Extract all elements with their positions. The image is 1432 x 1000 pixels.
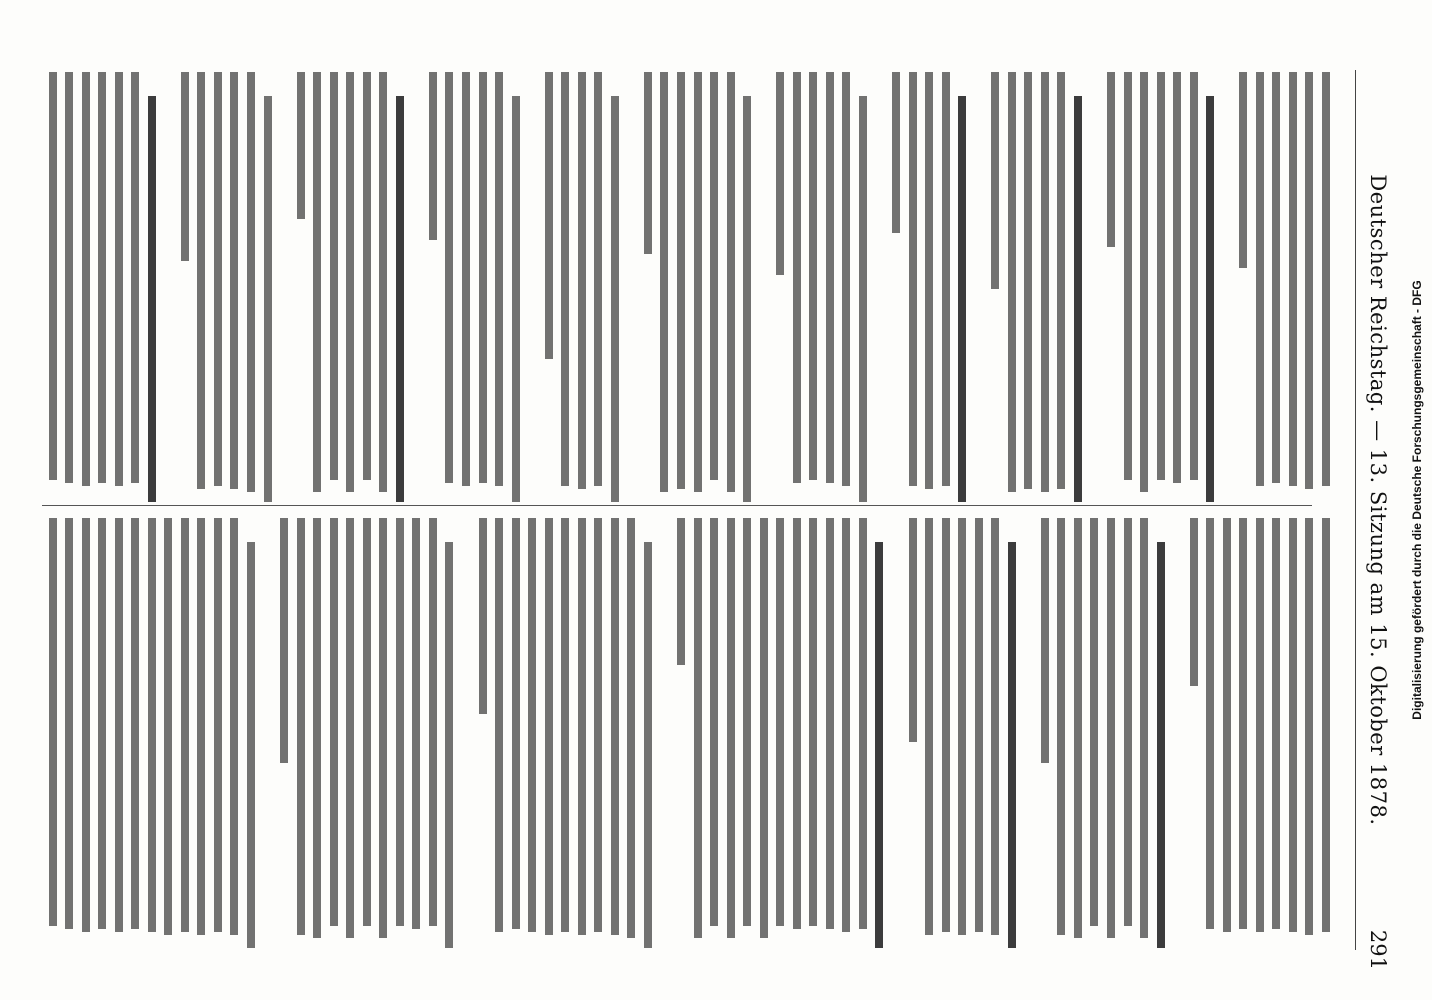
text-line [65,518,73,929]
text-line [148,518,156,932]
text-line [991,72,999,289]
text-line [1173,72,1181,483]
text-line [115,72,123,486]
text-line [1239,518,1247,929]
text-line [330,72,338,480]
text-line [677,518,685,665]
text-line [1090,518,1098,926]
text-line [479,72,487,483]
text-line [115,518,123,932]
text-line [942,72,950,486]
text-line [594,72,602,486]
text-line [512,518,520,929]
text-line [1157,72,1165,480]
text-line [346,72,354,492]
header-rule [1355,70,1356,950]
text-line [247,542,255,948]
text-line [131,518,139,929]
text-line [1057,72,1065,489]
text-line [561,518,569,932]
text-line [181,518,189,932]
text-line [793,72,801,483]
text-line [611,96,619,502]
text-line [1322,72,1330,486]
text-line [743,96,751,502]
text-line [445,542,453,948]
text-line [1206,518,1214,929]
text-line [545,518,553,935]
text-line [644,542,652,948]
text-line [214,72,222,486]
text-line [1008,542,1016,948]
text-line [445,72,453,483]
text-line [1041,518,1049,763]
text-line [1223,518,1231,932]
column-divider [42,505,1312,506]
text-line [181,72,189,261]
text-line [826,72,834,483]
text-line [98,72,106,483]
text-line [925,72,933,489]
text-line [660,72,668,492]
page-number: 291 [1366,929,1390,970]
text-line [1256,72,1264,486]
text-line [1206,96,1214,502]
text-line [264,96,272,502]
text-line [330,518,338,926]
digitization-note [1402,60,1432,940]
text-line [694,518,702,938]
text-line [594,518,602,932]
text-line [1074,96,1082,502]
text-line [859,96,867,502]
text-line [379,518,387,938]
text-line [230,518,238,935]
text-line [1140,72,1148,492]
text-line [1024,72,1032,489]
text-line [627,518,635,938]
text-line [1305,72,1313,489]
text-line [809,72,817,480]
text-line [991,518,999,935]
running-header [1358,70,1390,970]
text-line [1305,518,1313,935]
text-line [363,72,371,480]
text-line [578,518,586,935]
text-line [958,518,966,935]
text-line [1107,72,1115,247]
text-line [98,518,106,929]
header-title: Deutscher Reichstag. — 13. Sitzung am 15. Oktober 1878. [1366,174,1390,826]
text-line [49,518,57,926]
text-line [131,72,139,483]
text-line [247,72,255,492]
text-line [528,518,536,932]
text-line [297,518,305,935]
text-line [462,72,470,486]
text-line [743,518,751,926]
text-line [313,518,321,938]
text-line [760,518,768,938]
text-column-right [36,518,1336,956]
text-line [1140,518,1148,938]
text-line [1157,542,1165,948]
text-line [859,518,867,929]
text-line [1057,518,1065,935]
text-line [512,96,520,502]
text-line [363,518,371,926]
text-line [776,72,784,275]
text-line [809,518,817,926]
text-line [429,72,437,240]
text-line [644,72,652,254]
text-line [197,518,205,935]
text-line [1124,518,1132,926]
text-line [1289,72,1297,486]
text-line [578,72,586,489]
text-line [727,72,735,492]
text-line [677,72,685,489]
text-line [164,518,172,935]
text-line [611,518,619,935]
text-line [1239,72,1247,268]
text-line [65,72,73,483]
text-line [429,518,437,926]
text-line [776,518,784,926]
text-line [495,72,503,486]
text-line [1272,72,1280,483]
text-line [1008,72,1016,492]
text-line [1041,72,1049,492]
text-line [1124,72,1132,480]
text-line [561,72,569,486]
text-line [1256,518,1264,932]
text-line [1272,518,1280,929]
text-line [479,518,487,714]
text-line [82,518,90,932]
text-line [975,518,983,932]
text-line [925,518,933,935]
text-line [694,72,702,492]
text-line [396,518,404,926]
text-line [826,518,834,929]
digitization-note-text: Digitalisierung gefördert durch die Deutsche Forschungsgemeinschaft - DFG [1410,280,1424,720]
text-line [346,518,354,938]
text-line [545,72,553,359]
text-line [1190,72,1198,480]
text-line [942,518,950,932]
text-line [1074,518,1082,938]
text-line [230,72,238,489]
text-line [1107,518,1115,938]
text-line [842,518,850,932]
text-line [82,72,90,486]
text-line [1322,518,1330,932]
text-line [958,96,966,502]
text-line [710,518,718,926]
text-line [495,518,503,932]
text-line [892,72,900,233]
text-line [1190,518,1198,686]
text-line [197,72,205,489]
text-line [297,72,305,219]
text-line [412,518,420,929]
text-line [842,72,850,486]
text-line [875,542,883,948]
text-line [710,72,718,480]
text-line [909,72,917,486]
text-line [379,72,387,492]
text-line [793,518,801,929]
text-line [49,72,57,480]
text-line [148,96,156,502]
text-line [1289,518,1297,932]
text-column-left [36,72,1336,510]
text-line [909,518,917,742]
text-line [727,518,735,938]
text-line [280,518,288,763]
text-line [313,72,321,492]
text-line [214,518,222,932]
text-line [396,96,404,502]
